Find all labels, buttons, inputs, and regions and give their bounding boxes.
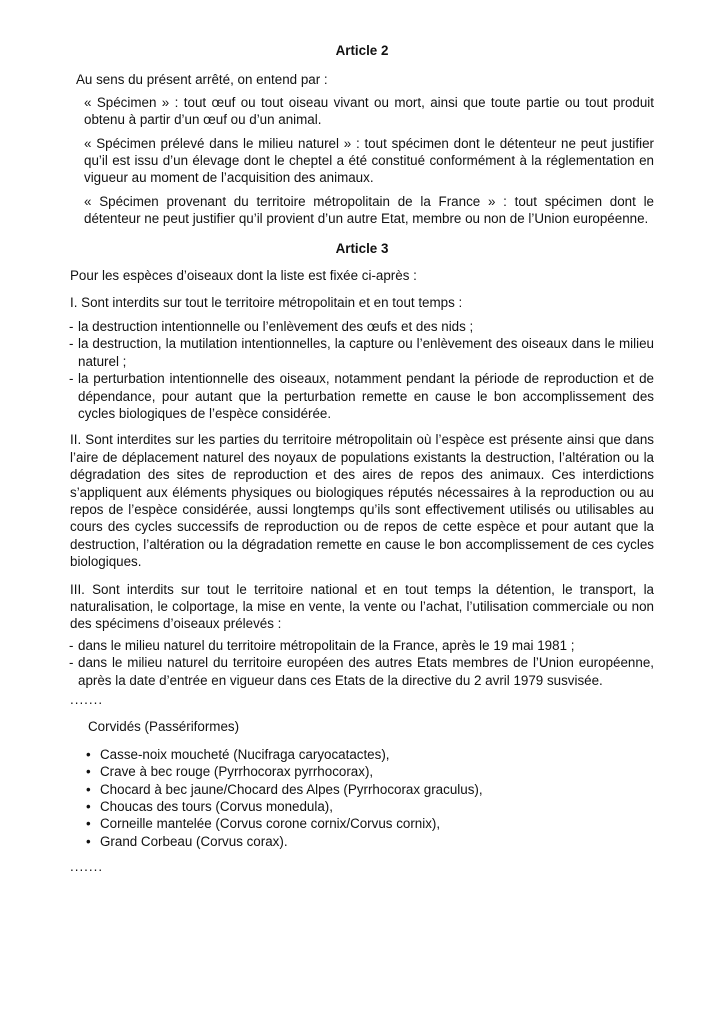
list-item: • Chocard à bec jaune/Chocard des Alpes (Pyrrhocorax graculus),	[86, 781, 654, 798]
ellipsis-bottom: .......	[70, 859, 104, 875]
article-3-intro: Pour les espèces d’oiseaux dont la liste est fixée ci-après :	[70, 268, 417, 284]
list-item: - la destruction intentionnelle ou l’enlèvement des œufs et des nids ;	[70, 318, 654, 335]
section-1-list	[70, 318, 654, 422]
list-item: - la destruction, la mutilation intentionnelles, la capture ou l’enlèvement des oiseaux dans le milieu naturel ;	[70, 335, 654, 370]
list-item: • Choucas des tours (Corvus monedula),	[86, 798, 654, 815]
definition-specimen-preleve: « Spécimen prélevé dans le milieu naturel » : tout spécimen dont le détenteur ne peut justifier qu’il est issu d’un élevage dont le cheptel a été constitué conformément à la réglementation en vigueur au moment de l’acquisition des animaux.	[84, 135, 654, 186]
list-item: - dans le milieu naturel du territoire métropolitain de la France, après le 19 mai 1981 ;	[70, 637, 654, 654]
article-2-title: Article 2	[335, 43, 389, 58]
list-item: • Casse-noix moucheté (Nucifraga caryocatactes),	[86, 746, 654, 763]
section-3-heading: III. Sont interdits sur tout le territoire national et en tout temps la détention, le transport, la naturalisation, le colportage, la mise en vente, la vente ou l’achat, l’utilisation commerciale ou non des spécimens d’oiseaux prélevés :	[70, 581, 654, 632]
list-item: • Crave à bec rouge (Pyrrhocorax pyrrhocorax),	[86, 763, 654, 780]
definition-specimen: « Spécimen » : tout œuf ou tout oiseau vivant ou mort, ainsi que toute partie ou tout produit obtenu à partir d’un œuf ou d’un animal.	[84, 94, 654, 128]
section-1-heading: I. Sont interdits sur tout le territoire métropolitain et en tout temps :	[70, 295, 463, 311]
list-item: - la perturbation intentionnelle des oiseaux, notamment pendant la période de reproduction et de dépendance, pour autant que la perturbation remette en cause le bon accomplissement des cycles biologiques de l’espèce considérée.	[70, 370, 654, 422]
article-3-title: Article 3	[335, 240, 389, 256]
ellipsis-top: .......	[70, 692, 104, 707]
section-3-list	[70, 637, 654, 689]
species-list	[70, 746, 654, 850]
article-2-intro: Au sens du présent arrêté, on entend par :	[76, 72, 328, 88]
definition-specimen-provenant: « Spécimen provenant du territoire métropolitain de la France » : tout spécimen dont le détenteur ne peut justifier qu’il provient d’un autre Etat, membre ou non de l’Union européenne.	[84, 193, 654, 227]
document-page	[70, 42, 654, 886]
list-item: • Grand Corbeau (Corvus corax).	[86, 833, 654, 850]
family-heading: Corvidés (Passériformes)	[88, 719, 240, 735]
list-item: - dans le milieu naturel du territoire européen des autres Etats membres de l’Union européenne, après la date d’entrée en vigueur dans ces Etats de la directive du 2 avril 1979 susvisée.	[70, 654, 654, 689]
section-2-paragraph: II. Sont interdites sur les parties du territoire métropolitain où l’espèce est présente ainsi que dans l’aire de déplacement naturel des noyaux de populations existants la destruction, l’altération ou la dégradation des sites de reproduction et des aires de repos des animaux. Ces interdictions s’appliquent aux éléments physiques ou biologiques réputés nécessaires à la reproduction ou au repos de l’espèce considérée, aussi longtemps qu’ils sont effectivement utilisés ou utilisables au cours des cycles successifs de reproduction ou de repos de cette espèce et pour autant que la destruction, l’altération ou la dégradation remette en cause le bon accomplissement de ces cycles biologiques.	[70, 432, 654, 570]
list-item: • Corneille mantelée (Corvus corone cornix/Corvus cornix),	[86, 815, 654, 832]
